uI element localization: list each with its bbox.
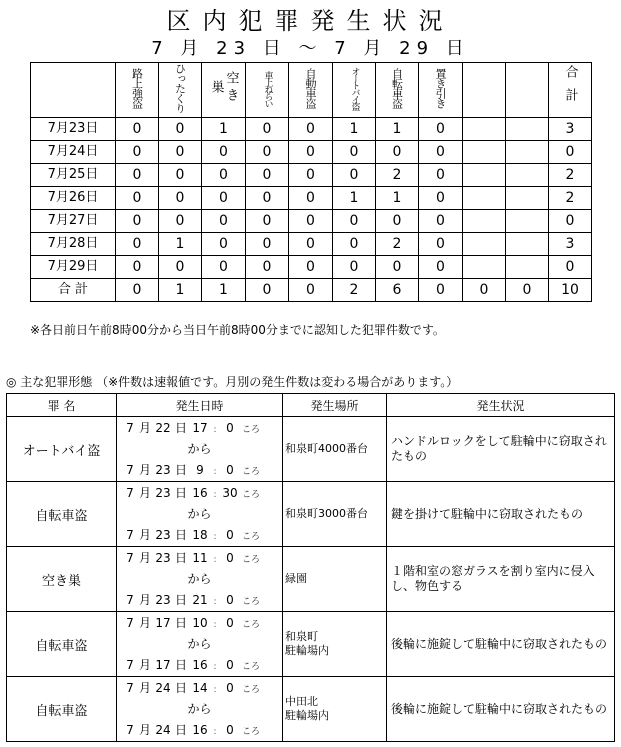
crime-place bbox=[283, 482, 387, 547]
dt-month: 7 bbox=[126, 680, 134, 695]
datetime-line bbox=[117, 548, 282, 569]
stats-total-header: 合計 bbox=[549, 63, 592, 118]
stats-date-cell: 7月25日 bbox=[31, 164, 116, 187]
dt-day: 23 bbox=[155, 592, 171, 607]
dt-month-unit: 月 bbox=[138, 680, 151, 695]
stats-value-cell: 0 bbox=[159, 164, 202, 187]
crime-place bbox=[283, 547, 387, 612]
place-line-2: 駐輪場内 bbox=[285, 709, 329, 722]
dt-minute: 0 bbox=[226, 722, 234, 737]
stats-value-cell: 0 bbox=[289, 141, 333, 164]
dt-minute: 0 bbox=[226, 550, 234, 565]
header-status: 発生状況 bbox=[387, 394, 615, 417]
dt-month: 7 bbox=[126, 615, 134, 630]
stats-value-cell: 1 bbox=[376, 187, 419, 210]
dt-hour: 9 bbox=[196, 462, 204, 477]
stats-value-cell: 2 bbox=[376, 164, 419, 187]
stats-value-cell: 0 bbox=[419, 187, 463, 210]
stats-total-cell: 3 bbox=[549, 118, 592, 141]
dt-colon: : bbox=[213, 466, 217, 477]
stats-value-cell: 1 bbox=[202, 118, 246, 141]
stats-value-cell: 0 bbox=[333, 210, 376, 233]
stats-total-cell: 2 bbox=[549, 164, 592, 187]
stats-col-header: 車上ねらい bbox=[246, 63, 289, 118]
stats-value-cell bbox=[463, 187, 506, 210]
stats-value-cell: 0 bbox=[333, 256, 376, 279]
stats-date-cell: 7月28日 bbox=[31, 233, 116, 256]
stats-col-header bbox=[506, 63, 549, 118]
dt-day: 23 bbox=[155, 485, 171, 500]
dt-month: 7 bbox=[126, 527, 134, 542]
stats-date-cell: 7月29日 bbox=[31, 256, 116, 279]
stats-sum-label: 合 計 bbox=[31, 279, 116, 302]
stats-value-cell: 0 bbox=[246, 210, 289, 233]
stats-sum-value: 0 bbox=[116, 279, 159, 302]
place-line-1: 和泉町 bbox=[285, 630, 318, 643]
crime-row bbox=[7, 612, 615, 677]
stats-total-cell: 3 bbox=[549, 233, 592, 256]
stats-value-cell: 2 bbox=[376, 233, 419, 256]
stats-sum-value: 1 bbox=[159, 279, 202, 302]
stats-col-header: 置き引き bbox=[419, 63, 463, 118]
datetime-line bbox=[117, 590, 282, 611]
stats-col-header: 自動車盗 bbox=[289, 63, 333, 118]
crime-row bbox=[7, 677, 615, 742]
dt-colon: : bbox=[213, 619, 217, 630]
period-end-day: 29 bbox=[399, 38, 435, 59]
dt-month: 7 bbox=[126, 420, 134, 435]
stats-value-cell: 0 bbox=[419, 118, 463, 141]
dt-colon: : bbox=[213, 726, 217, 737]
stats-value-cell bbox=[506, 233, 549, 256]
dt-minute: 0 bbox=[226, 615, 234, 630]
crime-type: 自転車盗 bbox=[7, 482, 117, 547]
stats-value-cell: 0 bbox=[116, 187, 159, 210]
datetime-line bbox=[117, 678, 282, 699]
stats-value-cell: 0 bbox=[289, 210, 333, 233]
stats-value-cell: 0 bbox=[159, 256, 202, 279]
period-start-day: 23 bbox=[216, 38, 252, 59]
dt-day: 17 bbox=[155, 615, 171, 630]
place-line-1: 緑園 bbox=[285, 572, 307, 585]
crime-type: 空き巣 bbox=[7, 547, 117, 612]
crime-place bbox=[283, 612, 387, 677]
crime-details-table bbox=[6, 393, 615, 742]
stats-col-header: 路上強盗 bbox=[116, 63, 159, 118]
stats-value-cell: 1 bbox=[376, 118, 419, 141]
stats-value-cell: 0 bbox=[202, 256, 246, 279]
stats-value-cell: 0 bbox=[246, 164, 289, 187]
dt-colon: : bbox=[213, 424, 217, 435]
stats-value-cell: 0 bbox=[419, 210, 463, 233]
crime-place bbox=[283, 417, 387, 482]
place-line-1: 和泉町3000番台 bbox=[285, 507, 368, 520]
dt-minute: 30 bbox=[222, 485, 238, 500]
dt-hour: 17 bbox=[192, 420, 208, 435]
period-tilde: ～ bbox=[298, 38, 323, 59]
stats-value-cell: 0 bbox=[159, 187, 202, 210]
crime-status: 後輪に施錠して駐輪中に窃取されたもの bbox=[387, 677, 615, 742]
dt-minute: 0 bbox=[226, 527, 234, 542]
header-place: 発生場所 bbox=[283, 394, 387, 417]
dt-month-unit: 月 bbox=[138, 722, 151, 737]
stats-sum-row bbox=[31, 279, 592, 302]
stats-sum-value: 0 bbox=[246, 279, 289, 302]
dt-day: 24 bbox=[155, 680, 171, 695]
stats-col-header: ひったくり bbox=[159, 63, 202, 118]
stats-row bbox=[31, 233, 592, 256]
dt-approx: ころ bbox=[242, 684, 261, 695]
from-label: から bbox=[187, 506, 212, 521]
stats-value-cell bbox=[506, 210, 549, 233]
stats-value-cell bbox=[506, 141, 549, 164]
from-label: から bbox=[187, 636, 212, 651]
dt-day-unit: 日 bbox=[174, 592, 187, 607]
stats-total-cell: 0 bbox=[549, 210, 592, 233]
dt-day: 24 bbox=[155, 722, 171, 737]
dt-hour: 10 bbox=[192, 615, 208, 630]
from-label: から bbox=[187, 441, 212, 456]
header-datetime: 発生日時 bbox=[117, 394, 283, 417]
dt-month-unit: 月 bbox=[138, 592, 151, 607]
month-unit: 月 bbox=[363, 38, 388, 59]
stats-value-cell: 0 bbox=[289, 118, 333, 141]
dt-month: 7 bbox=[126, 550, 134, 565]
dt-approx: ころ bbox=[242, 554, 261, 565]
datetime-line bbox=[117, 655, 282, 676]
dt-minute: 0 bbox=[226, 462, 234, 477]
dt-approx: ころ bbox=[242, 619, 261, 630]
dt-month-unit: 月 bbox=[138, 550, 151, 565]
stats-value-cell: 0 bbox=[419, 164, 463, 187]
dt-day-unit: 日 bbox=[174, 485, 187, 500]
stats-sum-value: 0 bbox=[506, 279, 549, 302]
dt-colon: : bbox=[213, 596, 217, 607]
stats-value-cell bbox=[506, 256, 549, 279]
dt-month-unit: 月 bbox=[138, 657, 151, 672]
datetime-line bbox=[117, 418, 282, 439]
stats-value-cell: 0 bbox=[419, 256, 463, 279]
crime-row bbox=[7, 417, 615, 482]
stats-value-cell: 0 bbox=[202, 164, 246, 187]
stats-value-cell bbox=[463, 164, 506, 187]
dt-month-unit: 月 bbox=[138, 462, 151, 477]
day-unit: 日 bbox=[445, 38, 470, 59]
dt-month-unit: 月 bbox=[138, 527, 151, 542]
crime-datetime bbox=[117, 547, 283, 612]
dt-day-unit: 日 bbox=[174, 680, 187, 695]
stats-value-cell: 0 bbox=[116, 118, 159, 141]
stats-value-cell: 0 bbox=[376, 210, 419, 233]
crime-stats-table bbox=[30, 62, 592, 302]
dt-approx: ころ bbox=[242, 726, 261, 737]
crime-row bbox=[7, 482, 615, 547]
datetime-line bbox=[117, 483, 282, 504]
stats-row bbox=[31, 118, 592, 141]
stats-value-cell: 0 bbox=[246, 233, 289, 256]
stats-value-cell: 0 bbox=[333, 164, 376, 187]
stats-sum-value: 2 bbox=[333, 279, 376, 302]
stats-value-cell: 0 bbox=[116, 210, 159, 233]
stats-sum-value: 6 bbox=[376, 279, 419, 302]
crime-type: オートバイ盗 bbox=[7, 417, 117, 482]
stats-value-cell: 1 bbox=[333, 118, 376, 141]
stats-value-cell: 0 bbox=[289, 164, 333, 187]
stats-value-cell bbox=[463, 233, 506, 256]
stats-value-cell: 0 bbox=[376, 256, 419, 279]
place-line-1: 中田北 bbox=[285, 695, 318, 708]
dt-day: 22 bbox=[155, 420, 171, 435]
stats-value-cell: 0 bbox=[419, 141, 463, 164]
dt-hour: 14 bbox=[192, 680, 208, 695]
stats-sum-total: 10 bbox=[549, 279, 592, 302]
crime-status: １階和室の窓ガラスを割り室内に侵入し、物色する bbox=[387, 547, 615, 612]
stats-value-cell bbox=[463, 210, 506, 233]
stats-value-cell: 0 bbox=[116, 233, 159, 256]
page-title: 区内犯罪発生状況 bbox=[166, 7, 455, 35]
dt-minute: 0 bbox=[226, 680, 234, 695]
crime-datetime bbox=[117, 677, 283, 742]
stats-date-cell: 7月23日 bbox=[31, 118, 116, 141]
dt-day-unit: 日 bbox=[174, 462, 187, 477]
stats-col-header: 空き巣 bbox=[202, 63, 246, 118]
stats-row bbox=[31, 187, 592, 210]
crime-datetime bbox=[117, 417, 283, 482]
place-line-2: 駐輪場内 bbox=[285, 644, 329, 657]
dt-day-unit: 日 bbox=[174, 615, 187, 630]
stats-total-cell: 2 bbox=[549, 187, 592, 210]
dt-day: 17 bbox=[155, 657, 171, 672]
stats-sum-value: 0 bbox=[419, 279, 463, 302]
stats-value-cell: 0 bbox=[202, 187, 246, 210]
dt-month: 7 bbox=[126, 462, 134, 477]
dt-day-unit: 日 bbox=[174, 722, 187, 737]
crime-place bbox=[283, 677, 387, 742]
period-end-month: 7 bbox=[334, 38, 352, 59]
stats-value-cell: 0 bbox=[333, 233, 376, 256]
stats-total-cell: 0 bbox=[549, 256, 592, 279]
stats-value-cell: 0 bbox=[159, 118, 202, 141]
dt-minute: 0 bbox=[226, 592, 234, 607]
dt-month-unit: 月 bbox=[138, 420, 151, 435]
datetime-line bbox=[117, 720, 282, 741]
crime-status: 鍵を掛けて駐輪中に窃取されたもの bbox=[387, 482, 615, 547]
dt-approx: ころ bbox=[242, 596, 261, 607]
dt-hour: 16 bbox=[192, 485, 208, 500]
stats-date-cell: 7月27日 bbox=[31, 210, 116, 233]
dt-minute: 0 bbox=[226, 657, 234, 672]
day-unit: 日 bbox=[262, 38, 287, 59]
stats-value-cell: 0 bbox=[202, 233, 246, 256]
dt-colon: : bbox=[213, 661, 217, 672]
from-label: から bbox=[187, 571, 212, 586]
stats-value-cell: 0 bbox=[116, 164, 159, 187]
stats-row bbox=[31, 210, 592, 233]
stats-value-cell: 0 bbox=[289, 187, 333, 210]
dt-approx: ころ bbox=[242, 661, 261, 672]
dt-day-unit: 日 bbox=[174, 657, 187, 672]
stats-sum-value: 1 bbox=[202, 279, 246, 302]
dt-day-unit: 日 bbox=[174, 550, 187, 565]
dt-month-unit: 月 bbox=[138, 615, 151, 630]
stats-row bbox=[31, 164, 592, 187]
stats-value-cell: 0 bbox=[246, 118, 289, 141]
dt-colon: : bbox=[213, 554, 217, 565]
dt-approx: ころ bbox=[242, 489, 261, 500]
stats-row bbox=[31, 256, 592, 279]
place-line-1: 和泉町4000番台 bbox=[285, 442, 368, 455]
section-title: ◎ 主な犯罪形態 （※件数は速報値です。月別の発生件数は変わる場合があります。） bbox=[6, 375, 459, 389]
stats-value-cell bbox=[506, 118, 549, 141]
header-type: 罪 名 bbox=[7, 394, 117, 417]
stats-value-cell: 0 bbox=[116, 141, 159, 164]
stats-col-header: 自転車盗 bbox=[376, 63, 419, 118]
datetime-line bbox=[117, 460, 282, 481]
stats-row bbox=[31, 141, 592, 164]
stats-header-row bbox=[31, 63, 592, 118]
dt-day: 23 bbox=[155, 462, 171, 477]
stats-value-cell: 0 bbox=[202, 210, 246, 233]
stats-value-cell: 0 bbox=[289, 256, 333, 279]
dt-hour: 11 bbox=[192, 550, 208, 565]
crime-status: ハンドルロックをして駐輪中に窃取されたもの bbox=[387, 417, 615, 482]
dt-hour: 18 bbox=[192, 527, 208, 542]
stats-value-cell: 1 bbox=[333, 187, 376, 210]
dt-minute: 0 bbox=[226, 420, 234, 435]
stats-value-cell bbox=[506, 187, 549, 210]
crime-type: 自転車盗 bbox=[7, 612, 117, 677]
stats-note: ※各日前日午前8時00分から当日午前8時00分までに認知した犯罪件数です。 bbox=[30, 323, 445, 337]
stats-value-cell bbox=[463, 118, 506, 141]
stats-value-cell bbox=[463, 141, 506, 164]
stats-value-cell: 0 bbox=[289, 233, 333, 256]
stats-date-cell: 7月26日 bbox=[31, 187, 116, 210]
dt-colon: : bbox=[213, 684, 217, 695]
dt-hour: 16 bbox=[192, 657, 208, 672]
dt-approx: ころ bbox=[242, 466, 261, 477]
dt-colon: : bbox=[213, 489, 217, 500]
dt-approx: ころ bbox=[242, 424, 261, 435]
crime-type: 自転車盗 bbox=[7, 677, 117, 742]
stats-value-cell: 0 bbox=[376, 141, 419, 164]
crime-row bbox=[7, 547, 615, 612]
stats-value-cell: 0 bbox=[419, 233, 463, 256]
crimes-header-row bbox=[7, 394, 615, 417]
stats-col-header: オートバイ盗 bbox=[333, 63, 376, 118]
dt-day: 23 bbox=[155, 527, 171, 542]
period-range bbox=[0, 38, 621, 60]
dt-day-unit: 日 bbox=[174, 527, 187, 542]
stats-col-header bbox=[463, 63, 506, 118]
dt-approx: ころ bbox=[242, 531, 261, 542]
dt-month: 7 bbox=[126, 592, 134, 607]
dt-month: 7 bbox=[126, 485, 134, 500]
crime-datetime bbox=[117, 612, 283, 677]
stats-sum-value: 0 bbox=[289, 279, 333, 302]
stats-sum-value: 0 bbox=[463, 279, 506, 302]
dt-colon: : bbox=[213, 531, 217, 542]
stats-date-cell: 7月24日 bbox=[31, 141, 116, 164]
stats-value-cell: 0 bbox=[159, 210, 202, 233]
dt-day-unit: 日 bbox=[174, 420, 187, 435]
dt-month: 7 bbox=[126, 657, 134, 672]
dt-hour: 16 bbox=[192, 722, 208, 737]
stats-value-cell: 0 bbox=[246, 141, 289, 164]
stats-value-cell: 0 bbox=[159, 141, 202, 164]
dt-month: 7 bbox=[126, 722, 134, 737]
stats-value-cell: 0 bbox=[246, 256, 289, 279]
datetime-line bbox=[117, 613, 282, 634]
stats-total-cell: 0 bbox=[549, 141, 592, 164]
datetime-line bbox=[117, 525, 282, 546]
stats-value-cell bbox=[463, 256, 506, 279]
dt-month-unit: 月 bbox=[138, 485, 151, 500]
dt-day: 23 bbox=[155, 550, 171, 565]
stats-value-cell bbox=[506, 164, 549, 187]
from-label: から bbox=[187, 701, 212, 716]
month-unit: 月 bbox=[180, 38, 205, 59]
stats-value-cell: 0 bbox=[246, 187, 289, 210]
dt-hour: 21 bbox=[192, 592, 208, 607]
stats-value-cell: 0 bbox=[333, 141, 376, 164]
period-start-month: 7 bbox=[151, 38, 169, 59]
stats-value-cell: 0 bbox=[116, 256, 159, 279]
stats-corner-cell bbox=[31, 63, 116, 118]
crime-datetime bbox=[117, 482, 283, 547]
crime-status: 後輪に施錠して駐輪中に窃取されたもの bbox=[387, 612, 615, 677]
stats-value-cell: 0 bbox=[202, 141, 246, 164]
stats-value-cell: 1 bbox=[159, 233, 202, 256]
